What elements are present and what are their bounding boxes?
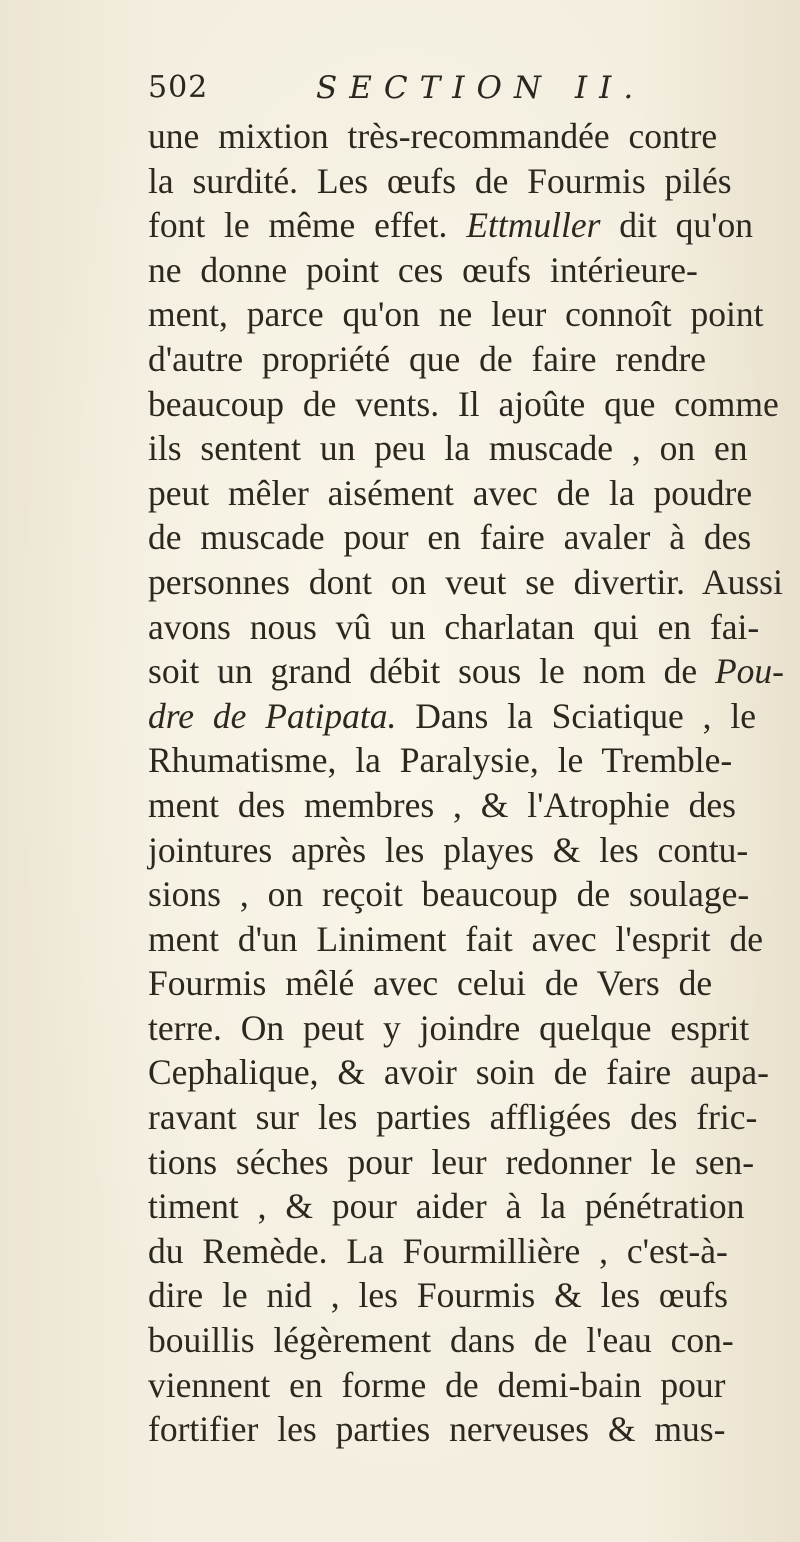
text-line: [148, 694, 798, 739]
italic-text: Pou-: [714, 651, 784, 692]
text-segment: avons nous vû un charlatan qui en fai-: [148, 606, 760, 647]
text-segment: dire le nid , les Fourmis & les œufs: [148, 1275, 728, 1316]
text-segment: viennent en forme de demi-bain pour: [148, 1364, 726, 1405]
text-line: [148, 1050, 798, 1095]
text-line: [148, 605, 798, 650]
text-line: [148, 738, 798, 783]
text-line: [148, 203, 798, 248]
text-line: [148, 1318, 798, 1363]
text-segment: dit qu'on: [600, 205, 754, 246]
text-segment: sions , on reçoit beaucoup de soulage-: [148, 874, 750, 915]
text-line: [148, 114, 798, 159]
text-line: [148, 783, 798, 828]
text-line: [148, 1184, 798, 1229]
text-line: [148, 292, 798, 337]
text-segment: ment, parce qu'on ne leur connoît point: [148, 294, 764, 335]
text-line: [148, 917, 798, 962]
text-line: [148, 337, 798, 382]
italic-text: dre de Patipata.: [148, 695, 397, 736]
text-line: [148, 560, 798, 605]
text-segment: ment d'un Liniment fait avec l'esprit de: [148, 918, 763, 959]
text-segment: Fourmis mêlé avec celui de Vers de: [148, 963, 713, 1004]
text-segment: une mixtion très-recommandée contre: [148, 116, 718, 156]
text-line: [148, 426, 798, 471]
text-segment: Rhumatisme, la Paralysie, le Tremble-: [148, 740, 733, 781]
section-title: SECTION II.: [316, 70, 646, 106]
text-line: [148, 1273, 798, 1318]
text-segment: soit un grand débit sous le nom de: [148, 651, 715, 692]
text-segment: tions séches pour leur redonner le sen-: [148, 1141, 755, 1182]
text-line: [148, 1140, 798, 1185]
text-segment: personnes dont on veut se divertir. Aussi: [148, 561, 783, 602]
text-line: [148, 961, 798, 1006]
text-segment: ment des membres , & l'Atrophie des: [148, 784, 736, 825]
italic-text: Ettmuller: [466, 205, 601, 246]
running-head: [148, 70, 688, 120]
text-segment: du Remède. La Fourmillière , c'est-à-: [148, 1230, 728, 1271]
text-segment: ne donne point ces œufs intérieure-: [148, 249, 698, 290]
text-line: [148, 471, 798, 516]
body-text: [148, 114, 798, 1452]
text-line: [148, 828, 798, 873]
text-line: [148, 1006, 798, 1051]
text-segment: d'autre propriété que de faire rendre: [148, 338, 707, 379]
text-segment: fortifier les parties nerveuses & mus-: [148, 1409, 726, 1450]
text-segment: ravant sur les parties affligées des fric-: [148, 1097, 758, 1138]
text-line: [148, 159, 798, 204]
text-segment: beaucoup de vents. Il ajoûte que comme: [148, 383, 779, 424]
text-segment: la surdité. Les œufs de Fourmis pilés: [148, 160, 732, 201]
text-line: [148, 1407, 798, 1452]
text-line: [148, 872, 798, 917]
text-segment: bouillis légèrement dans de l'eau con-: [148, 1320, 734, 1361]
text-line: [148, 1229, 798, 1274]
text-line: [148, 1095, 798, 1140]
text-line: [148, 248, 798, 293]
text-segment: de muscade pour en faire avaler à des: [148, 517, 752, 558]
text-segment: ils sentent un peu la muscade , on en: [148, 428, 748, 469]
text-segment: terre. On peut y joindre quelque esprit: [148, 1007, 750, 1048]
text-line: [148, 649, 798, 694]
text-line: [148, 515, 798, 560]
text-segment: timent , & pour aider à la pénétration: [148, 1186, 745, 1227]
page-number: 502: [148, 70, 209, 105]
text-segment: Cephalique, & avoir soin de faire aupa-: [148, 1052, 769, 1093]
text-line: [148, 382, 798, 427]
text-line: [148, 1363, 798, 1408]
text-segment: Dans la Sciatique , le: [396, 695, 756, 736]
text-segment: jointures après les playes & les contu-: [148, 829, 749, 870]
text-segment: peut mêler aisément avec de la poudre: [148, 472, 753, 513]
text-segment: font le même effet.: [148, 205, 467, 246]
